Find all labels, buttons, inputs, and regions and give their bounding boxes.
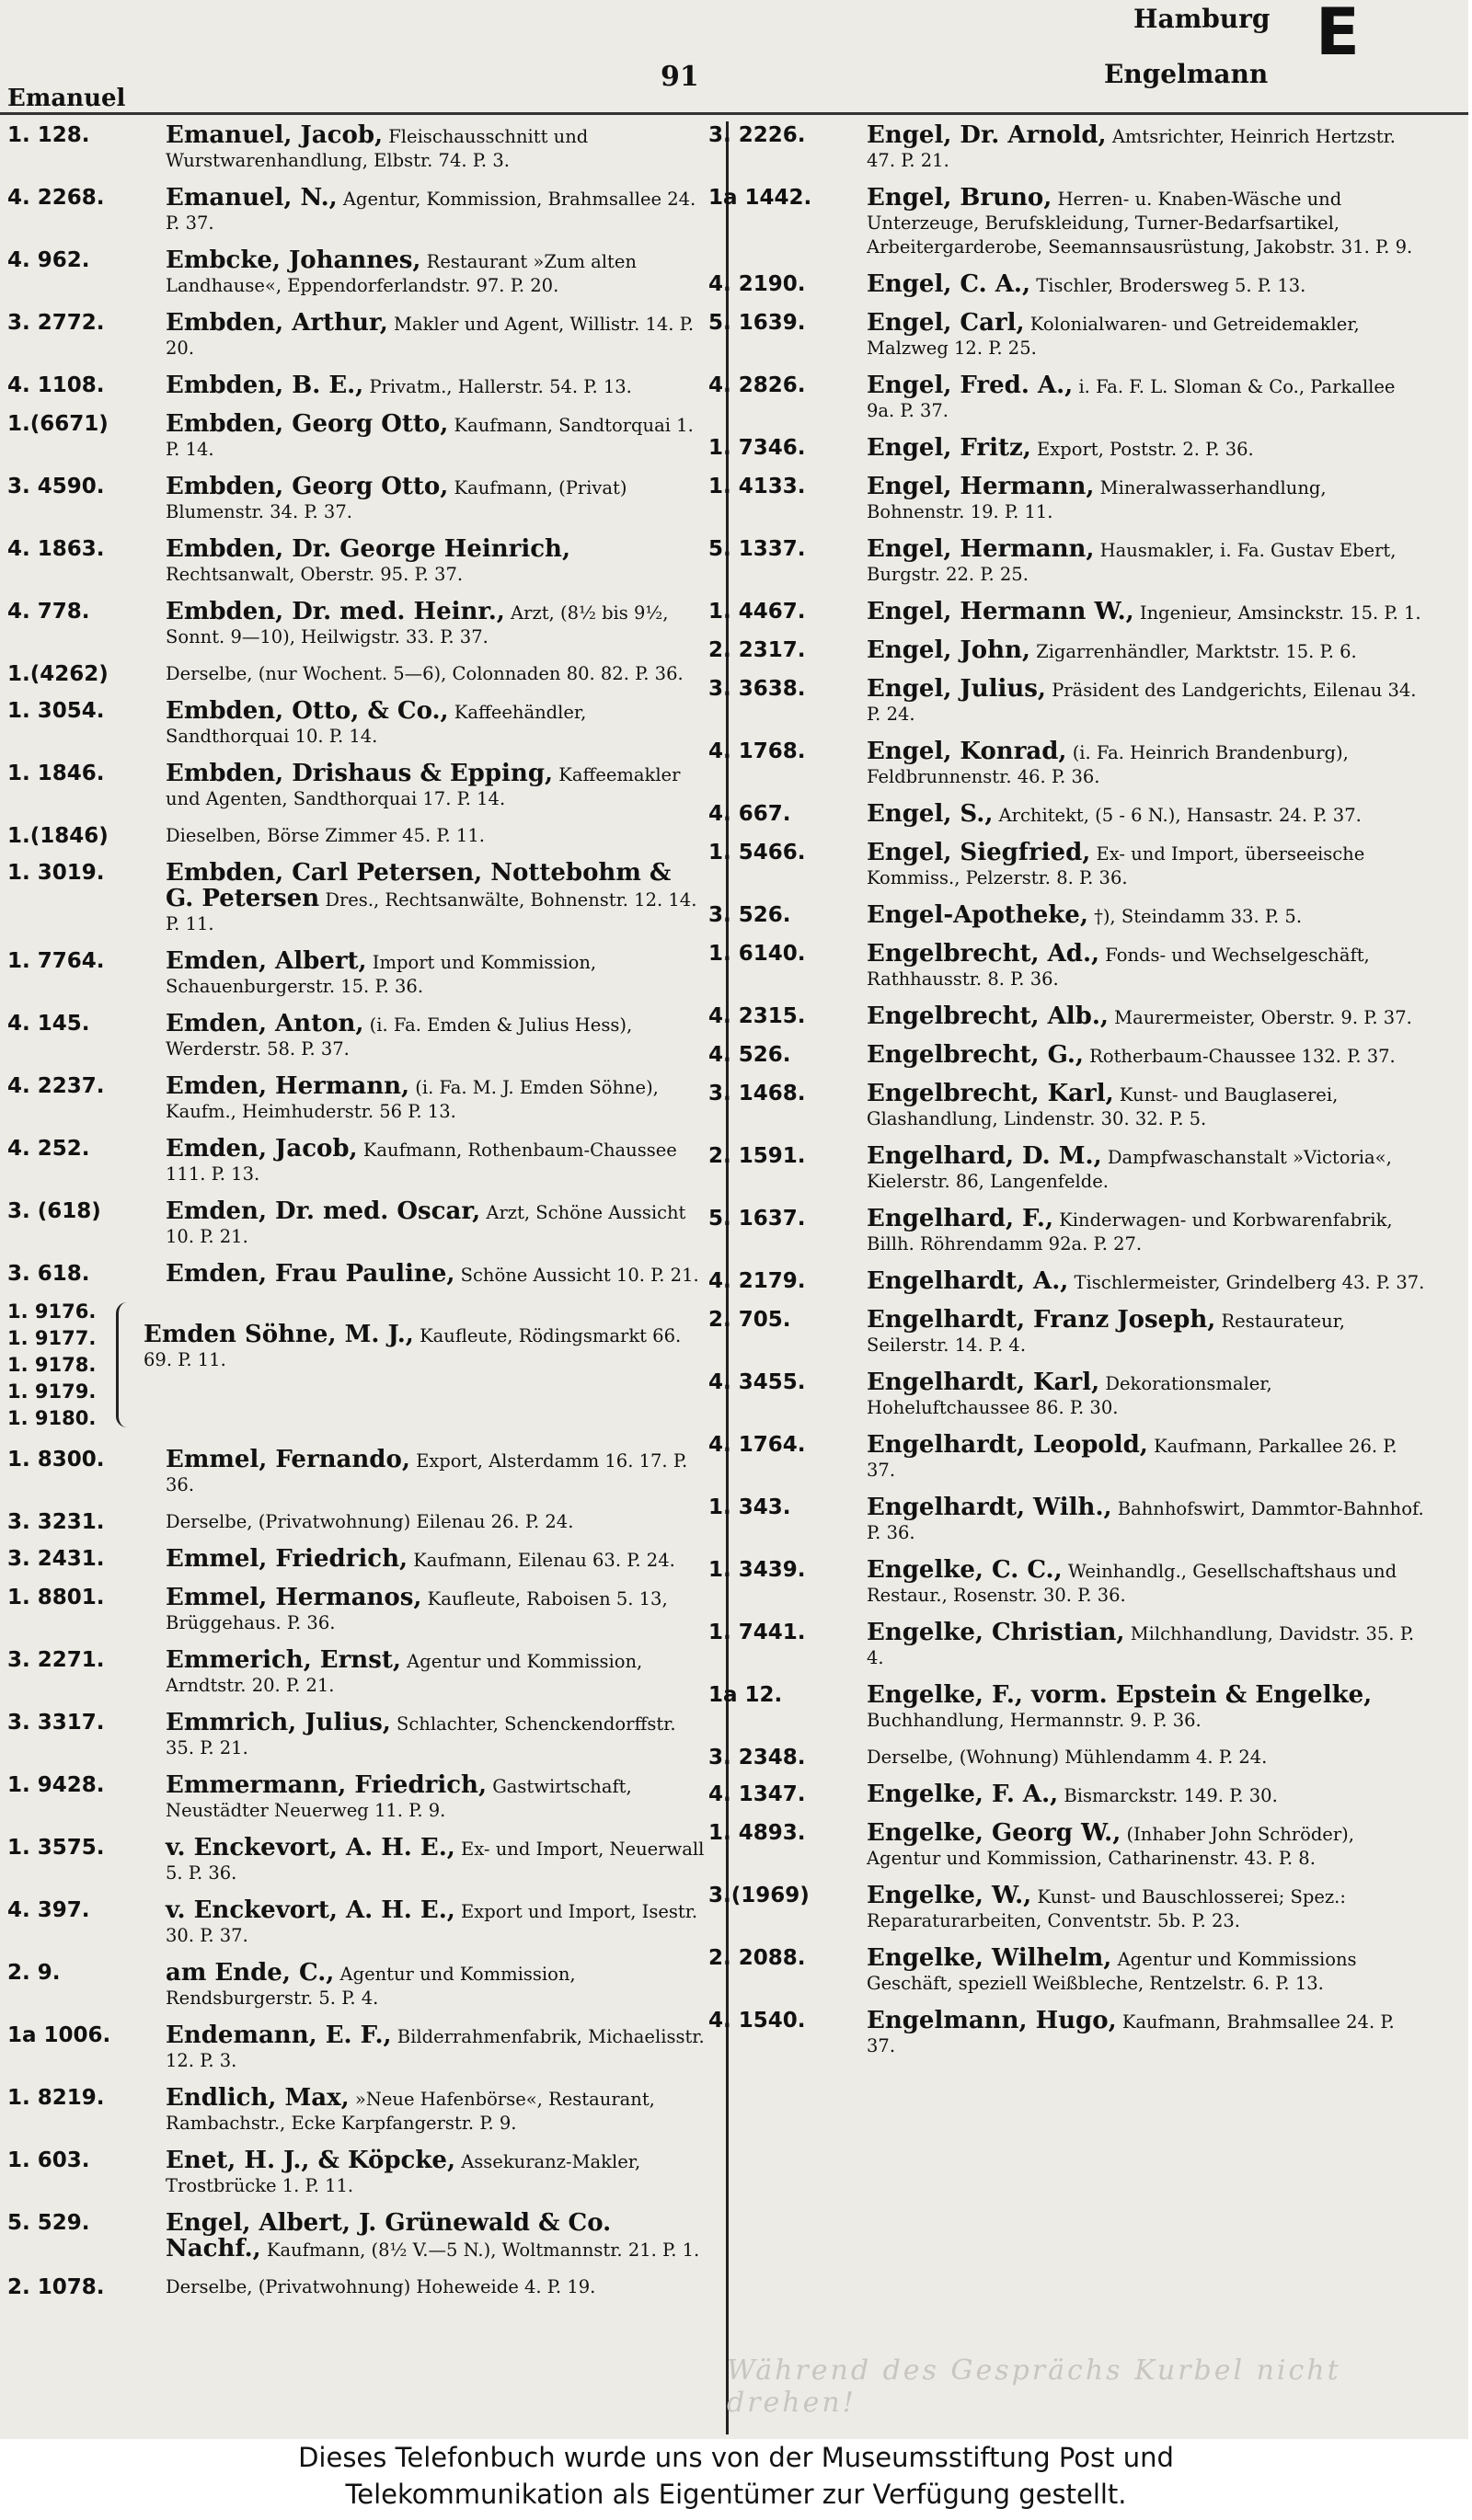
directory-entry — [7, 1709, 708, 1760]
phone-number: 1. 128. — [7, 123, 90, 147]
directory-entry — [7, 2274, 708, 2299]
entry-name: Endemann, E. F., — [166, 2022, 392, 2049]
entry-details: Kinderwagen- und Korbwarenfabrik, Billh. Röhrendamm 92a. P. 27. — [867, 1209, 1393, 1254]
phone-number: 4. 252. — [7, 1137, 90, 1161]
phone-number: 5. 1639. — [708, 311, 806, 335]
phone-number: 4. 1108. — [7, 373, 105, 397]
entry-name: Emden, Dr. med. Oscar, — [166, 1197, 481, 1225]
entry-name: Engelke, F. A., — [867, 1781, 1059, 1808]
directory-entry — [708, 1142, 1432, 1194]
phone-number: 1a 1006. — [7, 2023, 111, 2047]
phone-number: 3. 3638. — [708, 677, 806, 701]
entry-details: (Inhaber John Schröder), Agentur und Kommission, Catharinenstr. 43. P. 8. — [867, 1824, 1354, 1869]
phone-number: 1a 1442. — [708, 186, 812, 210]
directory-entry — [708, 473, 1432, 524]
entry-details: Agentur und Kommission, Arndtstr. 20. P. 21. — [166, 1651, 643, 1696]
phone-number: 3. 2226. — [708, 123, 806, 147]
phone-number: 3. 618. — [7, 1262, 90, 1286]
directory-entry — [708, 1267, 1432, 1295]
entry-details: Zigarrenhändler, Marktstr. 15. P. 6. — [1036, 641, 1357, 662]
phone-number: 1. 9177. — [7, 1327, 97, 1349]
entry-details: Agentur und Kommissions Geschäft, speziell Weißbleche, Rentzelstr. 6. P. 13. — [867, 1949, 1357, 1994]
phone-number: 3.(1969) — [708, 1884, 810, 1907]
directory-entry — [7, 2084, 708, 2136]
phone-number: 5. 1337. — [708, 537, 806, 561]
entry-details: Kunst- und Bauglaserei, Glashandlung, Lindenstr. 30. 32. P. 5. — [867, 1084, 1339, 1129]
entry-details: Agentur, Kommission, Brahmsallee 24. P. 37. — [166, 189, 696, 234]
entry-details: Mineralwasserhandlung, Bohnenstr. 19. P. 11. — [867, 477, 1327, 522]
phone-number: 1. 343. — [708, 1495, 791, 1519]
entry-details: Kaufleute, Rödingsmarkt 66. 69. P. 11. — [144, 1325, 682, 1370]
entry-details: Gastwirtschaft, Neustädter Neuerweg 11. P. 9. — [166, 1776, 632, 1821]
phone-number: 4. 397. — [7, 1898, 90, 1922]
entry-details: Derselbe, (Privatwohnung) Hoheweide 4. P. 19. — [166, 2276, 596, 2297]
entry-details: Tischlermeister, Grindelberg 43. P. 37. — [1074, 1272, 1425, 1293]
entry-details: Restaurant »Zum alten Landhause«, Eppendorferlandstr. 97. P. 20. — [166, 251, 637, 296]
page-number: 91 — [661, 61, 699, 93]
entry-name: Engelke, Georg W., — [867, 1819, 1121, 1847]
directory-entry — [708, 270, 1432, 298]
entry-details: Arzt, (8½ bis 9½, Sonnt. 9—10), Heilwigstr. 33. P. 37. — [166, 602, 669, 647]
entry-name: Emmel, Fernando, — [166, 1446, 410, 1473]
phone-number: 4. 1863. — [7, 537, 105, 561]
phone-number: 3. (618) — [7, 1199, 101, 1223]
entry-name: Embden, Arthur, — [166, 309, 388, 337]
entry-name: Emmrich, Julius, — [166, 1709, 391, 1736]
entry-name: Embden, Dr. med. Heinr., — [166, 598, 505, 625]
directory-entry — [7, 2022, 708, 2073]
entry-name: Embden, Drishaus & Epping, — [166, 760, 554, 787]
phone-number: 1. 9178. — [7, 1354, 97, 1376]
directory-entry — [708, 1431, 1432, 1483]
entry-details: Agentur und Kommission, Rendsburgerstr. 5. P. 4. — [166, 1964, 576, 2009]
directory-entry — [708, 800, 1432, 828]
entry-details: Arzt, Schöne Aussicht 10. P. 21. — [166, 1202, 686, 1247]
directory-entry — [708, 1205, 1432, 1256]
phone-number: 1a 12. — [708, 1683, 783, 1707]
entry-name: v. Enckevort, A. H. E., — [166, 1896, 455, 1924]
directory-entry — [7, 1010, 708, 1061]
entry-name: Engelke, C. C., — [867, 1556, 1063, 1584]
entry-details: Milchhandlung, Davidstr. 35. P. 4. — [867, 1623, 1415, 1668]
entry-name: Engelke, W., — [867, 1882, 1032, 1909]
entry-details: Architekt, (5 - 6 N.), Hansastr. 24. P. 37. — [998, 805, 1362, 826]
footer-line: Dieses Telefonbuch wurde uns von der Museumsstiftung Post und — [298, 2442, 1174, 2473]
directory-entry — [7, 598, 708, 649]
entry-details: Export, Alsterdamm 16. 17. P. 36. — [166, 1450, 688, 1495]
entry-details: Buchhandlung, Hermannstr. 9. P. 36. — [867, 1710, 1202, 1731]
entry-name: Engelhard, D. M., — [867, 1142, 1102, 1170]
entry-name: Engel, Fred. A., — [867, 372, 1074, 399]
entry-details: Kaufmann, (8½ V.—5 N.), Woltmannstr. 21. P. 1. — [266, 2239, 700, 2261]
directory-entry — [7, 309, 708, 361]
directory-entry — [7, 535, 708, 587]
entry-name: Enet, H. J., & Köpcke, — [166, 2147, 455, 2174]
brace-group-text — [144, 1323, 705, 1372]
phone-number: 1.(4262) — [7, 662, 109, 686]
entry-name: Endlich, Max, — [166, 2084, 350, 2112]
phone-number: 1. 7441. — [708, 1621, 806, 1644]
entry-name: Emden, Anton, — [166, 1010, 364, 1037]
directory-entry — [708, 1944, 1432, 1996]
directory-entry — [7, 859, 708, 936]
phone-number: 4. 2237. — [7, 1074, 105, 1098]
phone-number: 1. 9428. — [7, 1773, 105, 1797]
phone-number: 4. 145. — [7, 1012, 90, 1036]
entry-details: Rotherbaum-Chaussee 132. P. 37. — [1089, 1046, 1396, 1067]
phone-number: 3. 3317. — [7, 1711, 105, 1735]
phone-number: 1. 5466. — [708, 841, 806, 865]
footer-line: Telekommunikation als Eigentümer zur Verfügung gestellt. — [345, 2479, 1127, 2510]
directory-entry — [708, 1002, 1432, 1030]
phone-number: 5. 1637. — [708, 1207, 806, 1231]
phone-number: 4. 2826. — [708, 373, 806, 397]
phone-number: 1. 7346. — [708, 436, 806, 460]
entry-details: Bilderrahmenfabrik, Michaelisstr. 12. P. 3. — [166, 2026, 705, 2071]
phone-number: 2. 9. — [7, 1961, 61, 1985]
phone-number: 1. 9179. — [7, 1380, 97, 1403]
entry-details: Derselbe, (nur Wochent. 5—6), Colonnaden 80. 82. P. 36. — [166, 663, 684, 684]
entry-name: Emmel, Hermanos, — [166, 1584, 422, 1611]
entry-details: Export und Import, Isestr. 30. P. 37. — [166, 1901, 698, 1946]
phone-number: 4. 2190. — [708, 272, 806, 296]
entry-details: Bismarckstr. 149. P. 30. — [1064, 1785, 1278, 1806]
entry-name: Engel, John, — [867, 636, 1030, 664]
directory-entry — [7, 372, 708, 399]
entry-name: Engel, Carl, — [867, 309, 1025, 337]
phone-number: 2. 1591. — [708, 1144, 806, 1168]
entry-name: Embden, Otto, & Co., — [166, 697, 449, 725]
entry-details: Kunst- und Bauschlosserei; Spez.: Reparaturarbeiten, Conventstr. 5b. P. 23. — [867, 1886, 1346, 1931]
entry-details: Kaffeemakler und Agenten, Sandthorquai 17. P. 14. — [166, 764, 681, 809]
directory-entry — [708, 1556, 1432, 1608]
directory-entry — [708, 675, 1432, 727]
phone-number: 4. 778. — [7, 600, 90, 624]
directory-entry — [708, 839, 1432, 890]
entry-details: Bahnhofswirt, Dammtor-Bahnhof. P. 36. — [867, 1498, 1424, 1543]
entry-details: Weinhandlg., Gesellschaftshaus und Restaur., Rosenstr. 30. P. 36. — [867, 1561, 1397, 1606]
directory-entry — [708, 372, 1432, 423]
directory-entry — [708, 2007, 1432, 2058]
entry-details: Ex- und Import, Neuerwall 5. P. 36. — [166, 1838, 705, 1884]
directory-entry — [7, 184, 708, 235]
phone-number: 3. 4590. — [7, 475, 105, 498]
entry-name: Engelmann, Hugo, — [867, 2007, 1117, 2034]
directory-entry — [708, 1369, 1432, 1420]
phone-number: 4. 2315. — [708, 1004, 806, 1028]
directory-entry — [708, 434, 1432, 462]
right-column — [708, 121, 1432, 2069]
directory-entry — [7, 1260, 708, 1288]
entry-name: Engel, Hermann W., — [867, 598, 1134, 625]
phone-number: 1. 7764. — [7, 949, 105, 973]
directory-entry — [7, 121, 708, 173]
phone-number: 2. 1078. — [7, 2275, 105, 2299]
directory-entry — [7, 246, 708, 298]
phone-number: 1. 3054. — [7, 699, 105, 723]
phone-number: 4. 962. — [7, 248, 90, 272]
phone-number: 1. 9176. — [7, 1300, 97, 1323]
entry-name: Engelhardt, Wilh., — [867, 1494, 1112, 1521]
entry-details: Kaufmann, Parkallee 26. P. 37. — [867, 1436, 1397, 1481]
entry-name: Engelke, Wilhelm, — [867, 1944, 1112, 1972]
directory-entry — [7, 760, 708, 811]
entry-name: Engelhardt, A., — [867, 1267, 1069, 1295]
entry-details: Derselbe, (Wohnung) Mühlendamm 4. P. 24. — [867, 1747, 1268, 1768]
entry-name: Emden Söhne, M. J., — [144, 1321, 414, 1348]
entry-name: Embden, Georg Otto, — [166, 473, 449, 500]
directory-entry — [708, 1681, 1432, 1733]
phone-number: 2. 2317. — [708, 638, 806, 662]
directory-entry — [7, 2209, 708, 2262]
directory-entry — [708, 940, 1432, 991]
entry-name: Emmerich, Ernst, — [166, 1646, 401, 1674]
phone-number: 3. 526. — [708, 903, 791, 927]
entry-details: (i. Fa. M. J. Emden Söhne), Kaufm., Heimhuderstr. 56 P. 13. — [166, 1077, 659, 1122]
phone-number: 1. 4133. — [708, 475, 806, 498]
directory-entry — [7, 947, 708, 999]
entry-details: Kaufmann, Rothenbaum-Chaussee 111. P. 13. — [166, 1140, 677, 1185]
header-city: Hamburg — [1133, 4, 1271, 34]
directory-entry — [708, 1882, 1432, 1933]
entry-details: Dekorationsmaler, Hoheluftchaussee 86. P. 30. — [867, 1373, 1272, 1418]
directory-entry — [7, 660, 708, 686]
phone-number: 1. 3575. — [7, 1836, 105, 1860]
phone-number: 1. 8300. — [7, 1448, 105, 1472]
entry-name: Embden, Dr. George Heinrich, — [166, 535, 571, 563]
directory-entry — [708, 184, 1432, 259]
phone-number: 4. 526. — [708, 1043, 791, 1067]
entry-details: »Neue Hafenbörse«, Restaurant, Rambachstr., Ecke Karpfangerstr. P. 9. — [166, 2089, 655, 2134]
entry-details: Import und Kommission, Schauenburgerstr. 15. P. 36. — [166, 952, 597, 997]
entry-name: Engel, Siegfried, — [867, 839, 1091, 866]
curly-brace — [116, 1302, 135, 1427]
brace-group-numbers — [7, 1299, 118, 1432]
entry-name: Emden, Frau Pauline, — [166, 1260, 455, 1288]
entry-name: Embden, B. E., — [166, 372, 364, 399]
directory-entry — [7, 1446, 708, 1497]
phone-number: 3. 2348. — [708, 1746, 806, 1770]
entry-details: Kaufleute, Raboisen 5. 13, Brüggehaus. P. 36. — [166, 1588, 668, 1633]
entry-details: Kaufmann, Sandtorquai 1. P. 14. — [166, 415, 694, 460]
entry-name: am Ende, C., — [166, 1959, 335, 1987]
entry-name: Emden, Jacob, — [166, 1135, 358, 1163]
phone-number: 1. 3439. — [708, 1558, 806, 1582]
directory-entry — [7, 1135, 708, 1186]
phone-number: 1.(1846) — [7, 824, 109, 848]
entry-name: Engel, Hermann, — [867, 535, 1095, 563]
entry-name: Engel, Albert, J. Grünewald & Co. Nachf., — [166, 2209, 612, 2262]
phone-number: 1. 603. — [7, 2148, 90, 2172]
entry-details: Schöne Aussicht 10. P. 21. — [460, 1265, 699, 1286]
entry-details: Dres., Rechtsanwälte, Bohnenstr. 12. 14. P. 11. — [166, 889, 697, 934]
entry-details: Kaufmann, (Privat) Blumenstr. 34. P. 37. — [166, 477, 627, 522]
directory-entry — [7, 1771, 708, 1823]
entry-name: Engelbrecht, Karl, — [867, 1080, 1114, 1107]
phone-number: 1. 8801. — [7, 1586, 105, 1609]
phone-number: 1. 6140. — [708, 942, 806, 966]
entry-details: †), Steindamm 33. P. 5. — [1094, 906, 1303, 927]
entry-details: Präsident des Landgerichts, Eilenau 34. P. 24. — [867, 680, 1417, 725]
directory-entry — [708, 121, 1432, 173]
entry-details: Kaufmann, Brahmsallee 24. P. 37. — [867, 2011, 1395, 2056]
directory-entry — [7, 410, 708, 462]
entry-details: Schlachter, Schenckendorffstr. 35. P. 21. — [166, 1713, 676, 1758]
entry-name: Engel, Dr. Arnold, — [867, 121, 1107, 149]
phone-number: 1. 9180. — [7, 1407, 97, 1429]
header-right-word: Engelmann — [1104, 59, 1269, 89]
entry-name: Engel, Hermann, — [867, 473, 1095, 500]
phone-number: 1.(6671) — [7, 412, 109, 436]
entry-name: Engel, C. A., — [867, 270, 1031, 298]
entry-name: Embcke, Johannes, — [166, 246, 421, 274]
phone-number: 4. 2268. — [7, 186, 105, 210]
entry-details: Ex- und Import, überseeische Kommiss., Pelzerstr. 8. P. 36. — [867, 843, 1365, 888]
phone-number: 4. 1347. — [708, 1782, 806, 1806]
entry-name: v. Enckevort, A. H. E., — [166, 1834, 455, 1861]
entry-name: Emanuel, Jacob, — [166, 121, 384, 149]
directory-entry — [7, 1646, 708, 1698]
directory-entry — [7, 1959, 708, 2010]
directory-entry — [708, 738, 1432, 789]
phone-number: 5. 529. — [7, 2211, 90, 2235]
entry-name: Engelhardt, Leopold, — [867, 1431, 1148, 1459]
phone-number: 2. 705. — [708, 1308, 791, 1332]
header-rule — [0, 112, 1468, 115]
entry-details: Amtsrichter, Heinrich Hertzstr. 47. P. 21. — [867, 126, 1396, 171]
directory-entry — [708, 1619, 1432, 1670]
left-column — [7, 121, 708, 2310]
entry-name: Engelhardt, Franz Joseph, — [867, 1306, 1216, 1334]
entry-details: Privatm., Hallerstr. 54. P. 13. — [369, 376, 632, 397]
header-letter: E — [1316, 0, 1360, 70]
directory-entry — [7, 1072, 708, 1124]
phone-number: 4. 2179. — [708, 1269, 806, 1293]
entry-name: Engel, Fritz, — [867, 434, 1031, 462]
entry-name: Engelke, Christian, — [867, 1619, 1125, 1646]
phone-number: 4. 667. — [708, 802, 791, 826]
entry-details: Makler und Agent, Willistr. 14. P. 20. — [166, 314, 695, 359]
directory-entry — [708, 535, 1432, 587]
entry-name: Engel, Julius, — [867, 675, 1046, 703]
phone-number: 1. 1846. — [7, 762, 105, 785]
directory-entry — [7, 2147, 708, 2198]
entry-details: Kaffeehändler, Sandthorquai 10. P. 14. — [166, 702, 587, 747]
phone-number: 3. 2271. — [7, 1648, 105, 1672]
directory-entry — [7, 1896, 708, 1948]
entry-name: Engel, Konrad, — [867, 738, 1067, 765]
entry-name: Engelhard, F., — [867, 1205, 1053, 1232]
faint-bottom-text: Während des Gesprächs Kurbel nicht drehen! — [727, 2354, 1341, 2419]
entry-details: i. Fa. F. L. Sloman & Co., Parkallee 9a. P. 37. — [867, 376, 1396, 421]
directory-entry — [7, 1508, 708, 1534]
phone-number: 1. 4893. — [708, 1821, 806, 1845]
phone-number: 3. 3231. — [7, 1510, 105, 1534]
entry-name: Emmermann, Friedrich, — [166, 1771, 488, 1799]
directory-entry — [708, 1744, 1432, 1770]
entry-details: Rechtsanwalt, Oberstr. 95. P. 37. — [166, 564, 464, 585]
entry-details: Tischler, Brodersweg 5. P. 13. — [1036, 275, 1306, 296]
footer-notice — [0, 2439, 1472, 2520]
phone-number: 1. 3019. — [7, 861, 105, 885]
directory-entry — [708, 1494, 1432, 1545]
entry-name: Emanuel, N., — [166, 184, 338, 212]
header-left-word: Emanuel — [7, 85, 126, 112]
phone-number: 4. 3455. — [708, 1370, 806, 1394]
phone-number: 3. 2772. — [7, 311, 105, 335]
entry-details: (i. Fa. Emden & Julius Hess), Werderstr. 58. P. 37. — [166, 1014, 633, 1060]
phone-number: 1. 8219. — [7, 2086, 105, 2110]
entry-details: Derselbe, (Privatwohnung) Eilenau 26. P. 24. — [166, 1511, 574, 1532]
entry-details: Kolonialwaren- und Getreidemakler, Malzweg 12. P. 25. — [867, 314, 1360, 359]
directory-entry — [7, 1584, 708, 1635]
directory-entry — [708, 901, 1432, 929]
entry-name: Engelbrecht, G., — [867, 1041, 1084, 1069]
entry-details: (i. Fa. Heinrich Brandenburg), Feldbrunnenstr. 46. P. 36. — [867, 742, 1349, 787]
entry-name: Engel-Apotheke, — [867, 901, 1088, 929]
directory-entry — [708, 1781, 1432, 1808]
entry-name: Emden, Albert, — [166, 947, 367, 975]
phone-number: 1. 4467. — [708, 600, 806, 624]
entry-details: Herren- u. Knaben-Wäsche und Unterzeuge, Berufskleidung, Turner-Bedarfsartikel, Arbeitergarderobe, Seemannsausrüstung, Jakobstr. 31. P. 9. — [867, 189, 1413, 258]
phone-number: 3. 1468. — [708, 1082, 806, 1105]
directory-entry — [708, 636, 1432, 664]
phone-number: 2. 2088. — [708, 1946, 806, 1970]
entry-name: Engelbrecht, Alb., — [867, 1002, 1109, 1030]
entry-details: Hausmakler, i. Fa. Gustav Ebert, Burgstr. 22. P. 25. — [867, 540, 1397, 585]
directory-entry — [708, 1819, 1432, 1871]
entry-name: Emden, Hermann, — [166, 1072, 410, 1100]
entry-name: Embden, Georg Otto, — [166, 410, 449, 438]
directory-entry — [7, 1197, 708, 1249]
directory-entry — [7, 1545, 708, 1573]
entry-details: Dieselben, Börse Zimmer 45. P. 11. — [166, 825, 485, 846]
entry-name: Engel, Bruno, — [867, 184, 1052, 212]
phone-number: 4. 1768. — [708, 739, 806, 763]
directory-entry — [7, 697, 708, 749]
entry-name: Engelke, F., vorm. Epstein & Engelke, — [867, 1681, 1373, 1709]
directory-entry — [708, 1080, 1432, 1131]
entry-details: Assekuranz-Makler, Trostbrücke 1. P. 11. — [166, 2151, 641, 2196]
entry-name: Emmel, Friedrich, — [166, 1545, 408, 1573]
phone-number: 4. 1540. — [708, 2009, 806, 2033]
entry-details: Maurermeister, Oberstr. 9. P. 37. — [1114, 1007, 1412, 1028]
entry-details: Export, Poststr. 2. P. 36. — [1037, 439, 1254, 460]
phone-number: 4. 1764. — [708, 1433, 806, 1457]
entry-details: Fleischausschnitt und Wurstwarenhandlung, Elbstr. 74. P. 3. — [166, 126, 589, 171]
entry-name: Engelbrecht, Ad., — [867, 940, 1100, 968]
entry-details: Ingenieur, Amsinckstr. 15. P. 1. — [1139, 602, 1421, 624]
phone-number: 3. 2431. — [7, 1547, 105, 1571]
directory-entry — [7, 822, 708, 848]
entry-name: Engelhardt, Karl, — [867, 1369, 1100, 1396]
directory-entry — [708, 598, 1432, 625]
entry-name: Embden, Carl Petersen, Nottebohm & G. Petersen — [166, 859, 672, 912]
directory-entry — [7, 473, 708, 524]
entry-details: Dampfwaschanstalt »Victoria«, Kielerstr. 86, Langenfelde. — [867, 1147, 1392, 1192]
directory-entry — [708, 309, 1432, 361]
entry-details: Restaurateur, Seilerstr. 14. P. 4. — [867, 1311, 1346, 1356]
entry-name: Engel, S., — [867, 800, 994, 828]
directory-entry — [708, 1306, 1432, 1357]
entry-details: Fonds- und Wechselgeschäft, Rathhausstr. 8. P. 36. — [867, 945, 1370, 990]
entry-details: Kaufmann, Eilenau 63. P. 24. — [413, 1550, 675, 1571]
brace-group-entry — [7, 1299, 708, 1435]
directory-entry — [7, 1834, 708, 1885]
directory-entry — [708, 1041, 1432, 1069]
